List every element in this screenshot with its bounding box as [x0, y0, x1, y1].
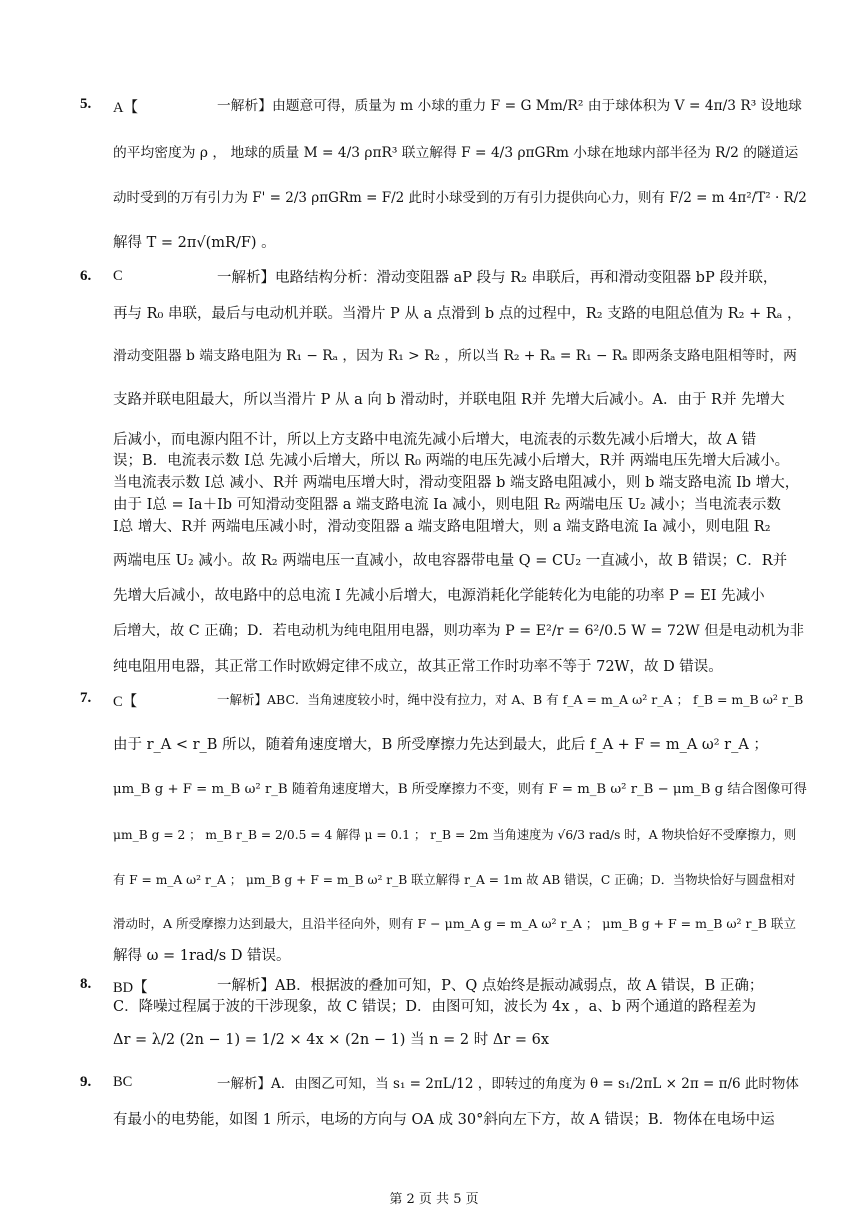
- solution-line: Δr = λ/2 (2n − 1) = 1/2 × 4x × (2n − 1) 当 n = 2 时 Δr = 6x: [113, 1032, 550, 1048]
- solution-line: 由于 r_A < r_B 所以，随着角速度增大，B 所受摩擦力先达到最大，此后 f_A + F = m_A ω² r_A ；: [113, 737, 768, 753]
- solution-line: 后减小，而电源内阻不计，所以上方支路中电流先减小后增大，电流表的示数先减小后增大，故 A 错: [113, 432, 757, 448]
- solution-line: 误；B．电流表示数 I总 先减小后增大，所以 R₀ 两端的电压先减小后增大，R并 两端电压先增大后减小。: [113, 453, 790, 469]
- solution-line: 纯电阻用电器，其正常工作时欧姆定律不成立，故其正常工作时功率不等于 72W，故 D 错误。: [113, 659, 723, 675]
- solution-line: 由于 I总 = Ia＋Ib 可知滑动变阻器 a 端支路电流 Ia 减小，则电阻 R₂ 两端电压 U₂ 减小；当电流表示数: [113, 497, 781, 513]
- solution-line: I总 增大、R并 两端电压减小时，滑动变阻器 a 端支路电阻增大，则 a 端支路电流 Ia 减小，则电阻 R₂: [113, 519, 771, 535]
- solution-line: 滑动时，A 所受摩擦力达到最大，且沿半径向外，则有 F − μm_A g = m_A ω² r_A ； μm_B g + F = m_B ω² r_B 联立: [113, 916, 796, 931]
- solution-line: 一解析】A．由图乙可知，当 s₁ = 2πL/12 ，即转过的角度为 θ = s₁/2πL × 2π = π/6 此时物体: [217, 1076, 799, 1092]
- question-number: 5.: [80, 96, 92, 112]
- solution-line: 一解析】AB．根据波的叠加可知，P、Q 点始终是振动减弱点，故 A 错误，B 正确；: [217, 978, 764, 994]
- solution-line: 动时受到的万有引力为 F' = 2/3 ρπGRm = F/2 此时小球受到的万有引力提供向心力，则有 F/2 = m 4π²/T² · R/2: [113, 190, 807, 206]
- answer-label: BC: [113, 1074, 133, 1090]
- question-number: 8.: [80, 976, 92, 992]
- solution-line: 一解析】由题意可得，质量为 m 小球的重力 F = G Mm/R² 由于球体积为 V = 4π/3 R³ 设地球: [217, 98, 802, 114]
- solution-line: 一解析】ABC．当角速度较小时，绳中没有拉力，对 A、B 有 f_A = m_A ω² r_A ； f_B = m_B ω² r_B: [217, 692, 804, 707]
- solution-line: C．降噪过程属于波的干涉现象，故 C 错误；D．由图可知，波长为 4x ，a、b 两个通道的路程差为: [113, 999, 757, 1015]
- solution-line: 滑动变阻器 b 端支路电阻为 R₁ − Rₐ ，因为 R₁ > R₂ ，所以当 R₂ + Rₐ = R₁ − Rₐ 即两条支路电阻相等时，两: [113, 348, 797, 364]
- solution-line: 解得 T = 2π√(mR/F) 。: [113, 235, 276, 251]
- solution-line: μm_B g + F = m_B ω² r_B 随着角速度增大，B 所受摩擦力不变，则有 F = m_B ω² r_B − μm_B g 结合图像可得: [113, 782, 807, 797]
- page-footer: 第 2 页 共 5 页: [389, 1192, 479, 1207]
- solution-line: 支路并联电阻最大，所以当滑片 P 从 a 向 b 滑动时，并联电阻 R并 先增大后减小。A．由于 R并 先增大: [113, 392, 785, 408]
- solution-line: 有最小的电势能，如图 1 所示，电场的方向与 OA 成 30°斜向左下方，故 A 错误；B．物体在电场中运: [113, 1112, 775, 1128]
- question-number: 9.: [80, 1074, 92, 1090]
- answer-label: A【: [113, 100, 138, 116]
- solution-line: 后增大，故 C 正确；D．若电动机为纯电阻用电器，则功率为 P = E²/r = 6²/0.5 W = 72W 但是电动机为非: [113, 623, 804, 639]
- answer-label: BD【: [113, 980, 148, 996]
- solution-line: 解得 ω = 1rad/s D 错误。: [113, 948, 291, 964]
- solution-line: 再与 R₀ 串联，最后与电动机并联。当滑片 P 从 a 点滑到 b 点的过程中，R₂ 支路的电阻总值为 R₂ + Rₐ ，: [113, 306, 802, 322]
- answer-label: C【: [113, 694, 138, 710]
- solution-line: 的平均密度为 ρ ， 地球的质量 M = 4/3 ρπR³ 联立解得 F = 4/3 ρπGRm 小球在地球内部半径为 R/2 的隧道运: [113, 145, 799, 161]
- solution-line: 当电流表示数 I总 减小、R并 两端电压增大时，滑动变阻器 b 端支路电阻减小，则 b 端支路电流 Ib 增大，: [113, 475, 800, 491]
- solution-line: 先增大后减小，故电路中的总电流 I 先减小后增大，电源消耗化学能转化为电能的功率 P = EI 先减小: [113, 588, 765, 604]
- question-number: 6.: [80, 268, 92, 284]
- solution-line: 一解析】电路结构分析：滑动变阻器 aP 段与 R₂ 串联后，再和滑动变阻器 bP 段并联，: [217, 270, 778, 286]
- question-number: 7.: [80, 690, 92, 706]
- solution-line: 两端电压 U₂ 减小。故 R₂ 两端电压一直减小，故电容器带电量 Q = CU₂ 一直减小，故 B 错误；C．R并: [113, 553, 788, 569]
- answer-label: C: [113, 268, 123, 284]
- solution-line: 有 F = m_A ω² r_A ； μm_B g + F = m_B ω² r_B 联立解得 r_A = 1m 故 AB 错误，C 正确；D．当物块恰好与圆盘相对: [113, 873, 796, 887]
- solution-line: μm_B g = 2 ； m_B r_B = 2/0.5 = 4 解得 μ = 0.1 ； r_B = 2m 当角速度为 √6/3 rad/s 时，A 物块恰好不受摩擦力，则: [113, 828, 797, 842]
